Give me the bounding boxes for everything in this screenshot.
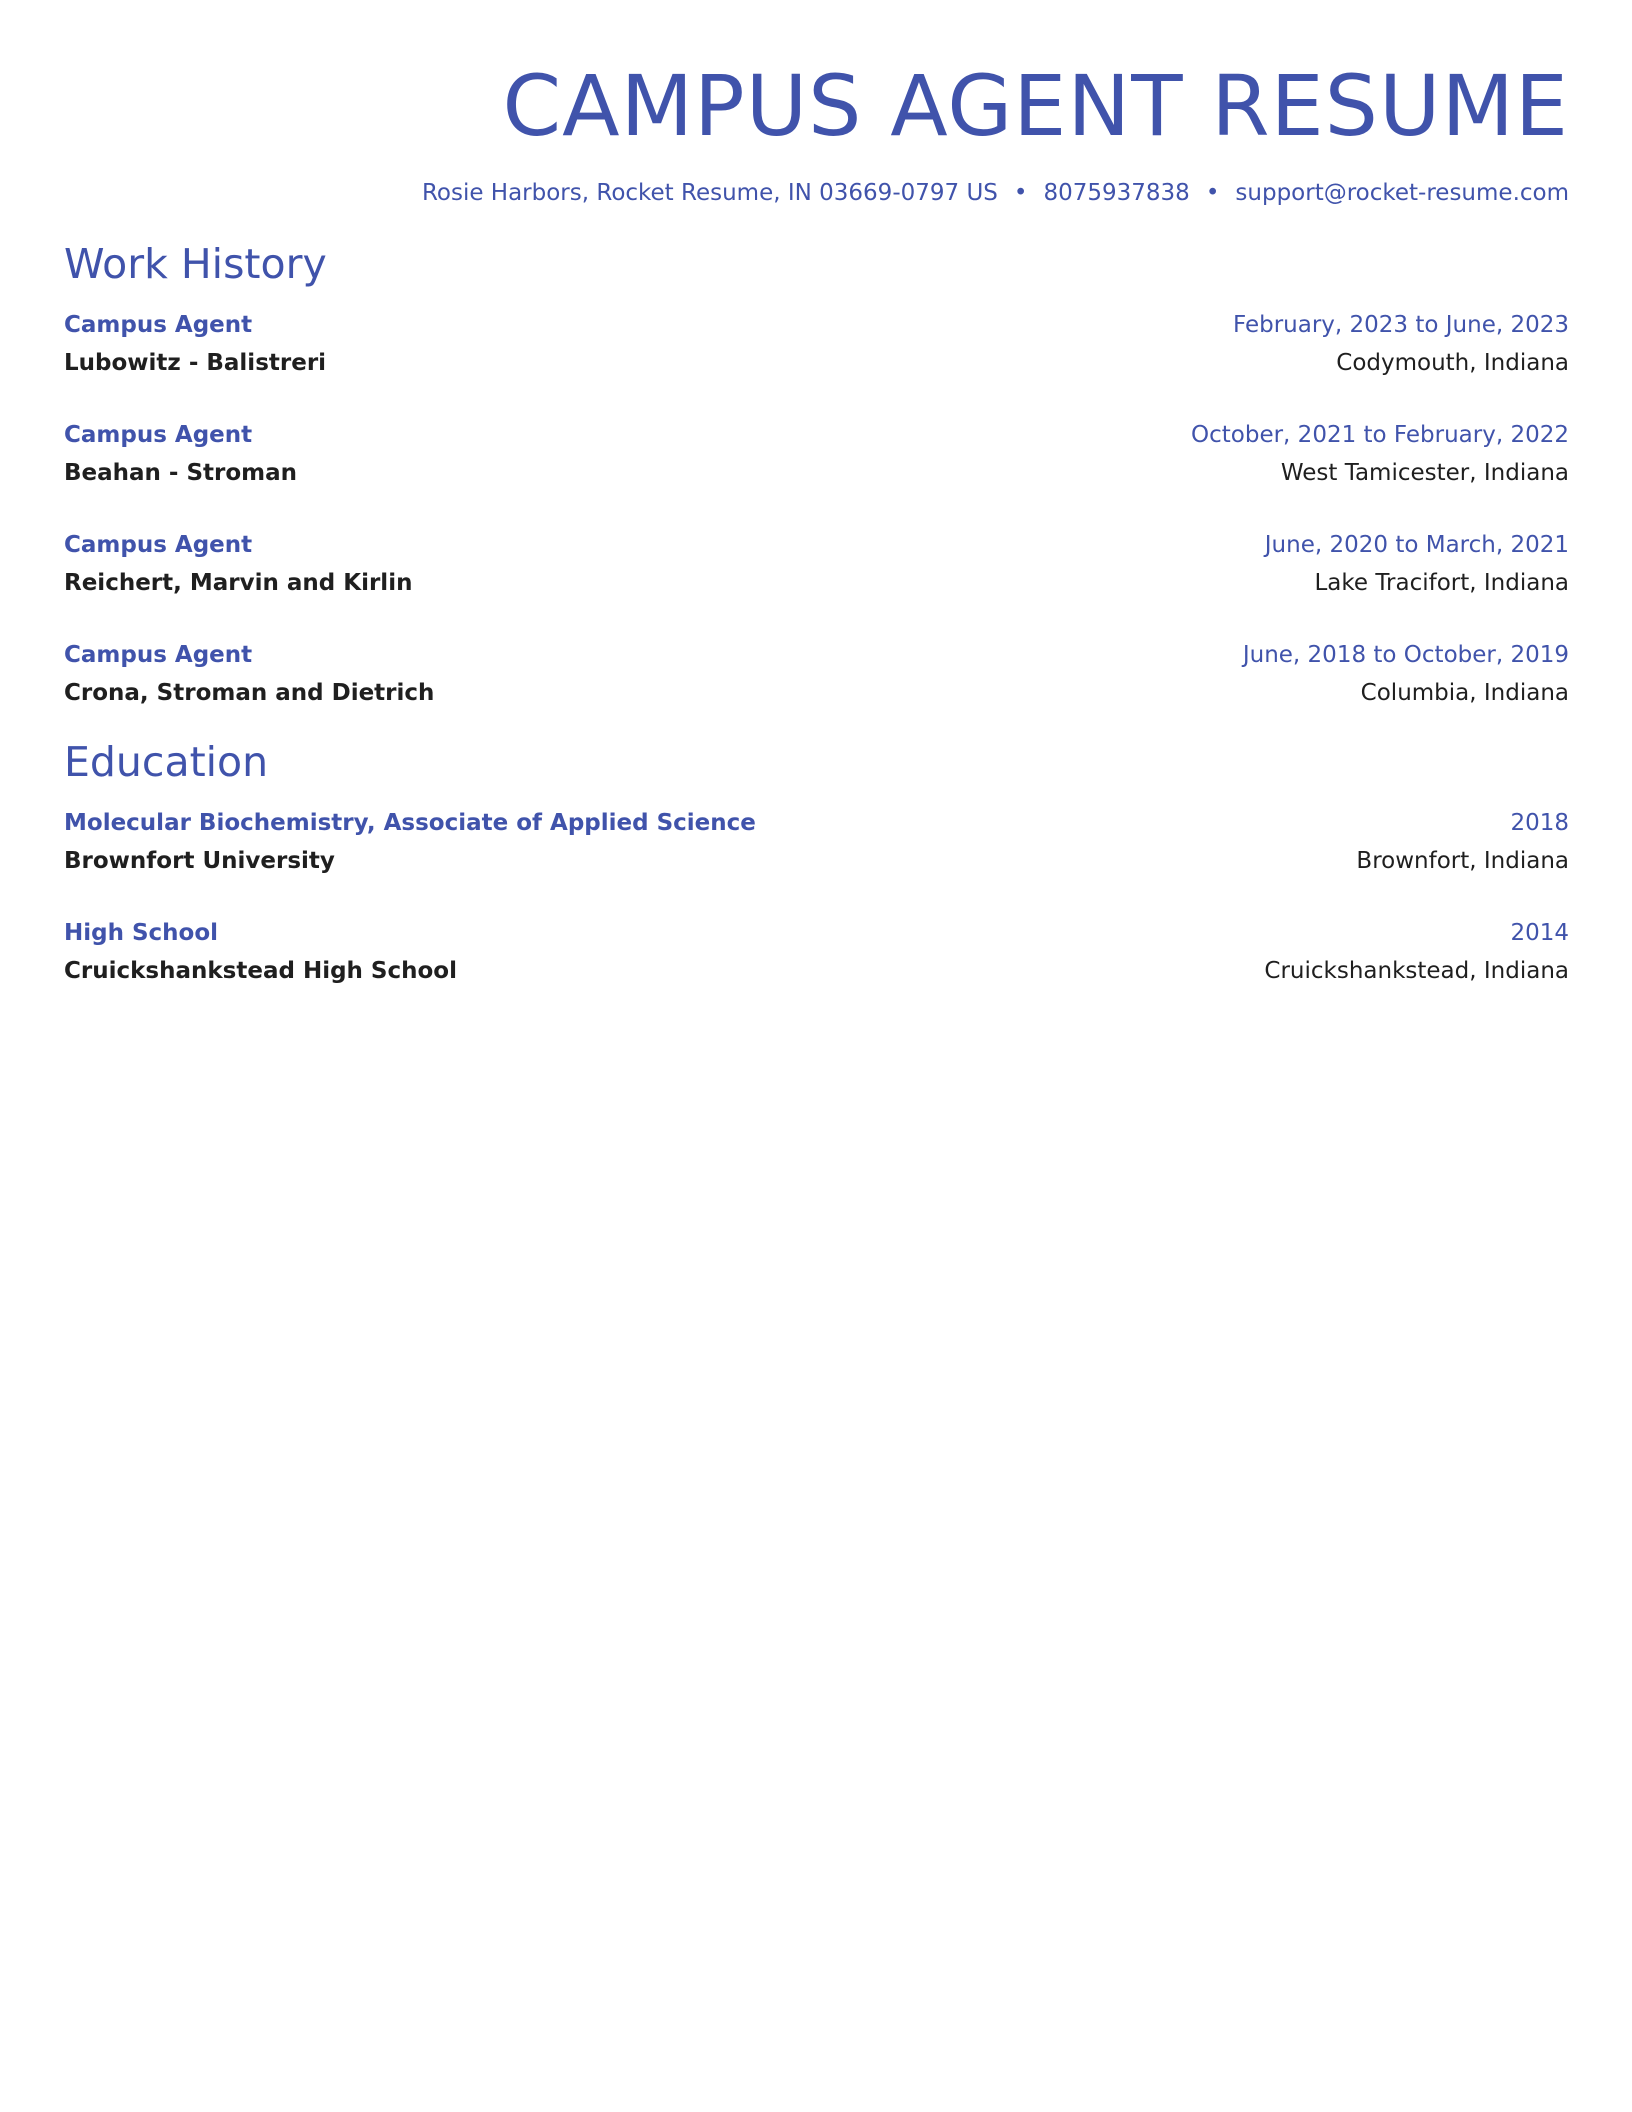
education-entry: [64, 804, 1569, 880]
job-dates: October, 2021 to February, 2022: [1191, 422, 1569, 448]
contact-address: Rosie Harbors, Rocket Resume, IN 03669-0797 US: [421, 180, 998, 206]
graduation-year: 2014: [1510, 920, 1569, 946]
work-entry: [64, 416, 1569, 492]
employer-name: Reichert, Marvin and Kirlin: [64, 570, 413, 596]
education-section: [64, 732, 1569, 990]
section-heading-education: Education: [64, 738, 269, 786]
employer-name: Beahan - Stroman: [64, 460, 298, 486]
job-location: Lake Tracifort, Indiana: [1314, 570, 1569, 596]
contact-line: [64, 176, 1569, 210]
job-dates: June, 2020 to March, 2021: [1264, 532, 1569, 558]
job-title: Campus Agent: [64, 422, 253, 448]
work-history-section: [64, 234, 1569, 712]
degree-name: Molecular Biochemistry, Associate of Applied Science: [64, 810, 756, 836]
graduation-year: 2018: [1510, 810, 1569, 836]
school-location: Cruickshankstead, Indiana: [1264, 958, 1569, 984]
contact-phone: 8075937838: [1043, 180, 1190, 206]
job-title: Campus Agent: [64, 532, 253, 558]
contact-separator: •: [1013, 180, 1028, 206]
employer-name: Crona, Stroman and Dietrich: [64, 680, 435, 706]
job-title: Campus Agent: [64, 642, 253, 668]
school-name: Brownfort University: [64, 848, 335, 874]
employer-name: Lubowitz - Balistreri: [64, 350, 327, 376]
job-location: Codymouth, Indiana: [1336, 350, 1569, 376]
work-entry: [64, 306, 1569, 382]
school-location: Brownfort, Indiana: [1356, 848, 1569, 874]
page-title: CAMPUS AGENT RESUME: [502, 57, 1569, 155]
education-entry: [64, 914, 1569, 990]
job-location: Columbia, Indiana: [1360, 680, 1569, 706]
degree-name: High School: [64, 920, 219, 946]
contact-separator: •: [1205, 180, 1220, 206]
job-title: Campus Agent: [64, 312, 253, 338]
job-dates: February, 2023 to June, 2023: [1232, 312, 1569, 338]
contact-email: support@rocket-resume.com: [1235, 180, 1569, 206]
section-heading-work-history: Work History: [64, 240, 327, 288]
job-dates: June, 2018 to October, 2019: [1242, 642, 1569, 668]
work-entry: [64, 636, 1569, 712]
job-location: West Tamicester, Indiana: [1280, 460, 1569, 486]
school-name: Cruickshankstead High School: [64, 958, 457, 984]
work-entry: [64, 526, 1569, 602]
resume-page: [64, 0, 1569, 2112]
